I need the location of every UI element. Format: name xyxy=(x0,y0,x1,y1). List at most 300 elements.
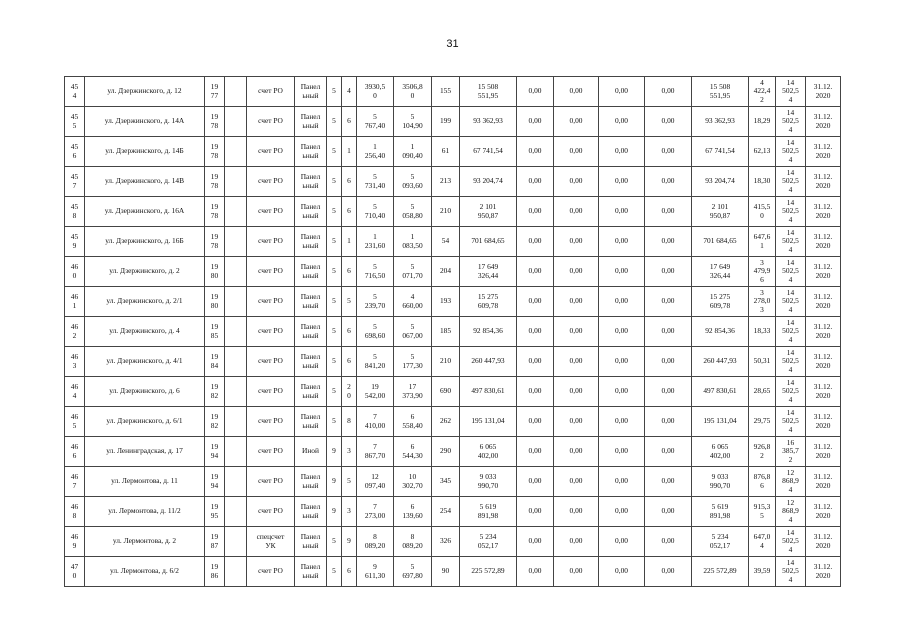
cell-cost-per-sqm: 926,8 2 xyxy=(749,437,776,467)
cell-cost-per-sqm: 18,33 xyxy=(749,317,776,347)
cell-address: ул. Дзержинского, д. 16Б xyxy=(85,227,205,257)
cell-floors: 5 xyxy=(327,227,342,257)
cell-row-number: 47 0 xyxy=(65,557,85,587)
cell-address: ул. Лермонтова, д. 2 xyxy=(85,527,205,557)
cell-total-area: 1 231,60 xyxy=(357,227,394,257)
cell-cost-per-sqm: 415,5 0 xyxy=(749,197,776,227)
table-row xyxy=(65,257,841,287)
cell-cost-fund-2: 0,00 xyxy=(554,557,599,587)
cell-total-area: 5 841,20 xyxy=(357,347,394,377)
cell-cost-per-sqm: 18,29 xyxy=(749,107,776,137)
cell-cost-fund-1: 0,00 xyxy=(517,77,554,107)
cell-cost-fund-3: 0,00 xyxy=(599,377,645,407)
cell-total-area: 5 698,60 xyxy=(357,317,394,347)
buildings-registry-table xyxy=(64,76,841,587)
cell-total-area: 5 239,70 xyxy=(357,287,394,317)
cell-cost-total: 260 447,93 xyxy=(460,347,517,377)
cell-max-cost-per-sqm: 14 502,5 4 xyxy=(776,557,806,587)
cell-cost-total: 67 741,54 xyxy=(460,137,517,167)
cell-residents: 210 xyxy=(432,197,460,227)
cell-deadline: 31.12. 2020 xyxy=(806,137,841,167)
cell-wall-material: Панел ьный xyxy=(295,497,327,527)
cell-max-cost-per-sqm: 12 868,9 4 xyxy=(776,467,806,497)
cell-cost-fund-3: 0,00 xyxy=(599,557,645,587)
cell-address: ул. Ленинградская, д. 17 xyxy=(85,437,205,467)
cell-cost-fund-4: 0,00 xyxy=(645,527,692,557)
cell-floors: 5 xyxy=(327,317,342,347)
cell-cost-fund-4: 0,00 xyxy=(645,467,692,497)
cell-address: ул. Дзержинского, д. 16А xyxy=(85,197,205,227)
cell-max-cost-per-sqm: 14 502,5 4 xyxy=(776,227,806,257)
cell-cost-per-sqm: 4 422,4 2 xyxy=(749,77,776,107)
cell-cost-fund-2: 0,00 xyxy=(554,257,599,287)
table-row xyxy=(65,77,841,107)
table-row xyxy=(65,347,841,377)
cell-cost-owners: 497 830,61 xyxy=(692,377,749,407)
cell-deadline: 31.12. 2020 xyxy=(806,317,841,347)
cell-cost-total: 93 362,93 xyxy=(460,107,517,137)
cell-row-number: 45 5 xyxy=(65,107,85,137)
cell-blank-cell xyxy=(225,407,247,437)
cell-entrances: 3 xyxy=(342,437,357,467)
cell-year-built: 19 80 xyxy=(205,257,225,287)
cell-cost-fund-4: 0,00 xyxy=(645,167,692,197)
cell-cost-fund-2: 0,00 xyxy=(554,467,599,497)
cell-entrances: 6 xyxy=(342,257,357,287)
cell-cost-total: 9 033 990,70 xyxy=(460,467,517,497)
cell-cost-fund-1: 0,00 xyxy=(517,557,554,587)
cell-cost-fund-1: 0,00 xyxy=(517,467,554,497)
cell-entrances: 6 xyxy=(342,557,357,587)
cell-max-cost-per-sqm: 14 502,5 4 xyxy=(776,197,806,227)
cell-max-cost-per-sqm: 14 502,5 4 xyxy=(776,167,806,197)
cell-cost-fund-2: 0,00 xyxy=(554,377,599,407)
table-row xyxy=(65,167,841,197)
table-row xyxy=(65,467,841,497)
cell-entrances: 9 xyxy=(342,527,357,557)
cell-cost-fund-3: 0,00 xyxy=(599,197,645,227)
cell-deadline: 31.12. 2020 xyxy=(806,167,841,197)
cell-wall-material: Панел ьный xyxy=(295,317,327,347)
cell-account-type: счет РО xyxy=(247,557,295,587)
cell-cost-owners: 92 854,36 xyxy=(692,317,749,347)
cell-wall-material: Панел ьный xyxy=(295,527,327,557)
cell-living-area: 5 067,00 xyxy=(394,317,432,347)
cell-blank-cell xyxy=(225,497,247,527)
cell-row-number: 46 8 xyxy=(65,497,85,527)
cell-entrances: 6 xyxy=(342,167,357,197)
cell-cost-fund-4: 0,00 xyxy=(645,287,692,317)
cell-blank-cell xyxy=(225,287,247,317)
cell-cost-fund-2: 0,00 xyxy=(554,527,599,557)
cell-max-cost-per-sqm: 14 502,5 4 xyxy=(776,407,806,437)
cell-blank-cell xyxy=(225,527,247,557)
cell-account-type: счет РО xyxy=(247,437,295,467)
cell-cost-fund-2: 0,00 xyxy=(554,317,599,347)
cell-cost-total: 6 065 402,00 xyxy=(460,437,517,467)
cell-cost-fund-1: 0,00 xyxy=(517,197,554,227)
cell-residents: 204 xyxy=(432,257,460,287)
cell-cost-total: 225 572,89 xyxy=(460,557,517,587)
cell-cost-fund-3: 0,00 xyxy=(599,317,645,347)
cell-wall-material: Панел ьный xyxy=(295,287,327,317)
cell-blank-cell xyxy=(225,347,247,377)
cell-row-number: 46 6 xyxy=(65,437,85,467)
cell-living-area: 6 139,60 xyxy=(394,497,432,527)
cell-address: ул. Дзержинского, д. 14В xyxy=(85,167,205,197)
cell-cost-owners: 9 033 990,70 xyxy=(692,467,749,497)
cell-residents: 210 xyxy=(432,347,460,377)
cell-entrances: 5 xyxy=(342,467,357,497)
cell-blank-cell xyxy=(225,437,247,467)
cell-cost-fund-1: 0,00 xyxy=(517,107,554,137)
cell-deadline: 31.12. 2020 xyxy=(806,197,841,227)
cell-blank-cell xyxy=(225,227,247,257)
cell-entrances: 1 xyxy=(342,227,357,257)
cell-cost-fund-1: 0,00 xyxy=(517,167,554,197)
table-row xyxy=(65,287,841,317)
cell-cost-fund-4: 0,00 xyxy=(645,227,692,257)
cell-row-number: 46 4 xyxy=(65,377,85,407)
table-row xyxy=(65,197,841,227)
cell-address: ул. Дзержинского, д. 14Б xyxy=(85,137,205,167)
cell-cost-per-sqm: 647,6 1 xyxy=(749,227,776,257)
cell-account-type: счет РО xyxy=(247,497,295,527)
cell-account-type: счет РО xyxy=(247,227,295,257)
cell-cost-total: 701 684,65 xyxy=(460,227,517,257)
cell-cost-fund-2: 0,00 xyxy=(554,287,599,317)
cell-deadline: 31.12. 2020 xyxy=(806,287,841,317)
cell-account-type: счет РО xyxy=(247,77,295,107)
cell-cost-per-sqm: 18,30 xyxy=(749,167,776,197)
cell-account-type: счет РО xyxy=(247,317,295,347)
cell-entrances: 2 0 xyxy=(342,377,357,407)
cell-total-area: 7 273,00 xyxy=(357,497,394,527)
cell-max-cost-per-sqm: 14 502,5 4 xyxy=(776,77,806,107)
cell-address: ул. Дзержинского, д. 14А xyxy=(85,107,205,137)
cell-floors: 5 xyxy=(327,557,342,587)
cell-cost-fund-1: 0,00 xyxy=(517,317,554,347)
cell-cost-fund-2: 0,00 xyxy=(554,107,599,137)
cell-year-built: 19 78 xyxy=(205,167,225,197)
table-row xyxy=(65,407,841,437)
cell-wall-material: Панел ьный xyxy=(295,227,327,257)
cell-cost-fund-4: 0,00 xyxy=(645,107,692,137)
cell-cost-owners: 93 204,74 xyxy=(692,167,749,197)
cell-cost-per-sqm: 50,31 xyxy=(749,347,776,377)
cell-living-area: 5 093,60 xyxy=(394,167,432,197)
cell-account-type: счет РО xyxy=(247,167,295,197)
cell-floors: 9 xyxy=(327,467,342,497)
cell-living-area: 5 104,90 xyxy=(394,107,432,137)
cell-deadline: 31.12. 2020 xyxy=(806,107,841,137)
cell-address: ул. Дзержинского, д. 4 xyxy=(85,317,205,347)
cell-living-area: 1 083,50 xyxy=(394,227,432,257)
table-row xyxy=(65,437,841,467)
cell-cost-fund-1: 0,00 xyxy=(517,287,554,317)
cell-living-area: 17 373,90 xyxy=(394,377,432,407)
cell-wall-material: Иной xyxy=(295,437,327,467)
cell-total-area: 9 611,30 xyxy=(357,557,394,587)
cell-cost-owners: 701 684,65 xyxy=(692,227,749,257)
cell-residents: 90 xyxy=(432,557,460,587)
cell-deadline: 31.12. 2020 xyxy=(806,407,841,437)
cell-residents: 254 xyxy=(432,497,460,527)
cell-cost-fund-1: 0,00 xyxy=(517,137,554,167)
cell-cost-per-sqm: 647,0 4 xyxy=(749,527,776,557)
cell-residents: 326 xyxy=(432,527,460,557)
cell-cost-fund-2: 0,00 xyxy=(554,347,599,377)
cell-blank-cell xyxy=(225,377,247,407)
cell-living-area: 5 177,30 xyxy=(394,347,432,377)
cell-row-number: 46 1 xyxy=(65,287,85,317)
cell-floors: 5 xyxy=(327,527,342,557)
cell-cost-fund-2: 0,00 xyxy=(554,407,599,437)
cell-year-built: 19 78 xyxy=(205,227,225,257)
cell-cost-per-sqm: 876,8 6 xyxy=(749,467,776,497)
cell-cost-fund-4: 0,00 xyxy=(645,437,692,467)
cell-cost-per-sqm: 28,65 xyxy=(749,377,776,407)
cell-blank-cell xyxy=(225,107,247,137)
cell-year-built: 19 94 xyxy=(205,437,225,467)
cell-residents: 199 xyxy=(432,107,460,137)
cell-wall-material: Панел ьный xyxy=(295,257,327,287)
cell-cost-fund-1: 0,00 xyxy=(517,437,554,467)
cell-max-cost-per-sqm: 14 502,5 4 xyxy=(776,527,806,557)
cell-floors: 5 xyxy=(327,347,342,377)
cell-account-type: счет РО xyxy=(247,407,295,437)
cell-floors: 5 xyxy=(327,167,342,197)
cell-floors: 5 xyxy=(327,257,342,287)
cell-cost-fund-3: 0,00 xyxy=(599,137,645,167)
cell-total-area: 8 089,20 xyxy=(357,527,394,557)
cell-blank-cell xyxy=(225,257,247,287)
cell-floors: 5 xyxy=(327,107,342,137)
cell-residents: 193 xyxy=(432,287,460,317)
registry-body xyxy=(65,77,841,587)
cell-deadline: 31.12. 2020 xyxy=(806,347,841,377)
cell-cost-owners: 17 649 326,44 xyxy=(692,257,749,287)
cell-address: ул. Лермонтова, д. 11/2 xyxy=(85,497,205,527)
cell-living-area: 8 089,20 xyxy=(394,527,432,557)
cell-cost-fund-4: 0,00 xyxy=(645,257,692,287)
cell-cost-fund-3: 0,00 xyxy=(599,467,645,497)
cell-cost-total: 2 101 950,87 xyxy=(460,197,517,227)
cell-cost-total: 17 649 326,44 xyxy=(460,257,517,287)
cell-floors: 5 xyxy=(327,197,342,227)
cell-cost-fund-1: 0,00 xyxy=(517,347,554,377)
cell-cost-fund-3: 0,00 xyxy=(599,287,645,317)
cell-year-built: 19 85 xyxy=(205,317,225,347)
cell-max-cost-per-sqm: 14 502,5 4 xyxy=(776,107,806,137)
cell-deadline: 31.12. 2020 xyxy=(806,227,841,257)
cell-cost-owners: 225 572,89 xyxy=(692,557,749,587)
cell-cost-owners: 5 234 052,17 xyxy=(692,527,749,557)
cell-residents: 690 xyxy=(432,377,460,407)
table-row xyxy=(65,527,841,557)
cell-account-type: счет РО xyxy=(247,257,295,287)
cell-residents: 54 xyxy=(432,227,460,257)
cell-max-cost-per-sqm: 16 385,7 2 xyxy=(776,437,806,467)
cell-cost-fund-4: 0,00 xyxy=(645,77,692,107)
cell-year-built: 19 77 xyxy=(205,77,225,107)
cell-address: ул. Дзержинского, д. 2/1 xyxy=(85,287,205,317)
cell-cost-per-sqm: 39,59 xyxy=(749,557,776,587)
cell-blank-cell xyxy=(225,137,247,167)
cell-total-area: 7 867,70 xyxy=(357,437,394,467)
cell-year-built: 19 86 xyxy=(205,557,225,587)
cell-cost-owners: 15 508 551,95 xyxy=(692,77,749,107)
cell-row-number: 46 0 xyxy=(65,257,85,287)
cell-cost-total: 195 131,04 xyxy=(460,407,517,437)
cell-total-area: 5 731,40 xyxy=(357,167,394,197)
cell-max-cost-per-sqm: 14 502,5 4 xyxy=(776,347,806,377)
cell-cost-fund-4: 0,00 xyxy=(645,407,692,437)
cell-account-type: счет РО xyxy=(247,347,295,377)
cell-year-built: 19 78 xyxy=(205,107,225,137)
cell-wall-material: Панел ьный xyxy=(295,407,327,437)
cell-cost-fund-4: 0,00 xyxy=(645,317,692,347)
cell-floors: 5 xyxy=(327,77,342,107)
cell-cost-total: 93 204,74 xyxy=(460,167,517,197)
cell-living-area: 10 302,70 xyxy=(394,467,432,497)
page-number: 31 xyxy=(446,38,459,50)
cell-living-area: 6 558,40 xyxy=(394,407,432,437)
cell-account-type: счет РО xyxy=(247,377,295,407)
cell-blank-cell xyxy=(225,317,247,347)
cell-cost-owners: 93 362,93 xyxy=(692,107,749,137)
cell-row-number: 46 5 xyxy=(65,407,85,437)
cell-residents: 213 xyxy=(432,167,460,197)
cell-entrances: 1 xyxy=(342,137,357,167)
cell-year-built: 19 82 xyxy=(205,377,225,407)
cell-cost-fund-3: 0,00 xyxy=(599,497,645,527)
cell-cost-fund-2: 0,00 xyxy=(554,197,599,227)
cell-wall-material: Панел ьный xyxy=(295,107,327,137)
cell-row-number: 45 6 xyxy=(65,137,85,167)
cell-total-area: 7 410,00 xyxy=(357,407,394,437)
cell-wall-material: Панел ьный xyxy=(295,197,327,227)
cell-total-area: 12 097,40 xyxy=(357,467,394,497)
cell-floors: 5 xyxy=(327,137,342,167)
cell-wall-material: Панел ьный xyxy=(295,347,327,377)
cell-blank-cell xyxy=(225,167,247,197)
cell-entrances: 6 xyxy=(342,317,357,347)
cell-cost-fund-4: 0,00 xyxy=(645,377,692,407)
cell-cost-fund-3: 0,00 xyxy=(599,407,645,437)
cell-address: ул. Лермонтова, д. 11 xyxy=(85,467,205,497)
cell-cost-fund-3: 0,00 xyxy=(599,77,645,107)
cell-cost-total: 497 830,61 xyxy=(460,377,517,407)
cell-address: ул. Дзержинского, д. 12 xyxy=(85,77,205,107)
cell-wall-material: Панел ьный xyxy=(295,467,327,497)
cell-total-area: 1 256,40 xyxy=(357,137,394,167)
cell-max-cost-per-sqm: 14 502,5 4 xyxy=(776,377,806,407)
cell-year-built: 19 80 xyxy=(205,287,225,317)
cell-cost-total: 92 854,36 xyxy=(460,317,517,347)
cell-cost-fund-1: 0,00 xyxy=(517,497,554,527)
table-row xyxy=(65,317,841,347)
cell-entrances: 6 xyxy=(342,347,357,377)
cell-living-area: 5 058,80 xyxy=(394,197,432,227)
cell-total-area: 5 716,50 xyxy=(357,257,394,287)
cell-cost-total: 15 275 609,78 xyxy=(460,287,517,317)
cell-total-area: 3930,5 0 xyxy=(357,77,394,107)
table-row xyxy=(65,137,841,167)
cell-cost-owners: 67 741,54 xyxy=(692,137,749,167)
cell-floors: 9 xyxy=(327,437,342,467)
table-row xyxy=(65,107,841,137)
cell-blank-cell xyxy=(225,77,247,107)
cell-row-number: 45 8 xyxy=(65,197,85,227)
cell-total-area: 5 767,40 xyxy=(357,107,394,137)
cell-cost-per-sqm: 915,3 5 xyxy=(749,497,776,527)
cell-max-cost-per-sqm: 14 502,5 4 xyxy=(776,287,806,317)
cell-deadline: 31.12. 2020 xyxy=(806,437,841,467)
cell-cost-fund-4: 0,00 xyxy=(645,137,692,167)
cell-cost-total: 5 619 891,98 xyxy=(460,497,517,527)
cell-cost-fund-2: 0,00 xyxy=(554,167,599,197)
cell-cost-fund-2: 0,00 xyxy=(554,497,599,527)
cell-row-number: 46 3 xyxy=(65,347,85,377)
cell-blank-cell xyxy=(225,557,247,587)
cell-entrances: 6 xyxy=(342,197,357,227)
cell-cost-owners: 195 131,04 xyxy=(692,407,749,437)
cell-residents: 155 xyxy=(432,77,460,107)
cell-row-number: 45 4 xyxy=(65,77,85,107)
cell-cost-fund-2: 0,00 xyxy=(554,227,599,257)
cell-cost-owners: 5 619 891,98 xyxy=(692,497,749,527)
cell-cost-per-sqm: 62,13 xyxy=(749,137,776,167)
cell-max-cost-per-sqm: 14 502,5 4 xyxy=(776,257,806,287)
cell-cost-fund-3: 0,00 xyxy=(599,347,645,377)
cell-row-number: 45 9 xyxy=(65,227,85,257)
table-row xyxy=(65,497,841,527)
cell-wall-material: Панел ьный xyxy=(295,557,327,587)
cell-cost-total: 15 508 551,95 xyxy=(460,77,517,107)
cell-residents: 290 xyxy=(432,437,460,467)
cell-cost-owners: 2 101 950,87 xyxy=(692,197,749,227)
cell-living-area: 6 544,30 xyxy=(394,437,432,467)
cell-row-number: 46 7 xyxy=(65,467,85,497)
cell-deadline: 31.12. 2020 xyxy=(806,377,841,407)
table-row xyxy=(65,227,841,257)
cell-cost-per-sqm: 3 479,9 6 xyxy=(749,257,776,287)
cell-cost-fund-1: 0,00 xyxy=(517,527,554,557)
cell-residents: 185 xyxy=(432,317,460,347)
cell-total-area: 19 542,00 xyxy=(357,377,394,407)
cell-max-cost-per-sqm: 14 502,5 4 xyxy=(776,317,806,347)
cell-deadline: 31.12. 2020 xyxy=(806,527,841,557)
cell-deadline: 31.12. 2020 xyxy=(806,557,841,587)
cell-living-area: 3506,8 0 xyxy=(394,77,432,107)
cell-floors: 5 xyxy=(327,407,342,437)
cell-deadline: 31.12. 2020 xyxy=(806,467,841,497)
cell-entrances: 4 xyxy=(342,77,357,107)
cell-max-cost-per-sqm: 14 502,5 4 xyxy=(776,137,806,167)
cell-cost-fund-2: 0,00 xyxy=(554,437,599,467)
cell-residents: 61 xyxy=(432,137,460,167)
cell-account-type: счет РО xyxy=(247,107,295,137)
cell-cost-fund-2: 0,00 xyxy=(554,77,599,107)
cell-blank-cell xyxy=(225,467,247,497)
cell-account-type: счет РО xyxy=(247,287,295,317)
cell-wall-material: Панел ьный xyxy=(295,77,327,107)
cell-year-built: 19 95 xyxy=(205,497,225,527)
cell-row-number: 45 7 xyxy=(65,167,85,197)
cell-account-type: счет РО xyxy=(247,137,295,167)
cell-cost-fund-1: 0,00 xyxy=(517,377,554,407)
